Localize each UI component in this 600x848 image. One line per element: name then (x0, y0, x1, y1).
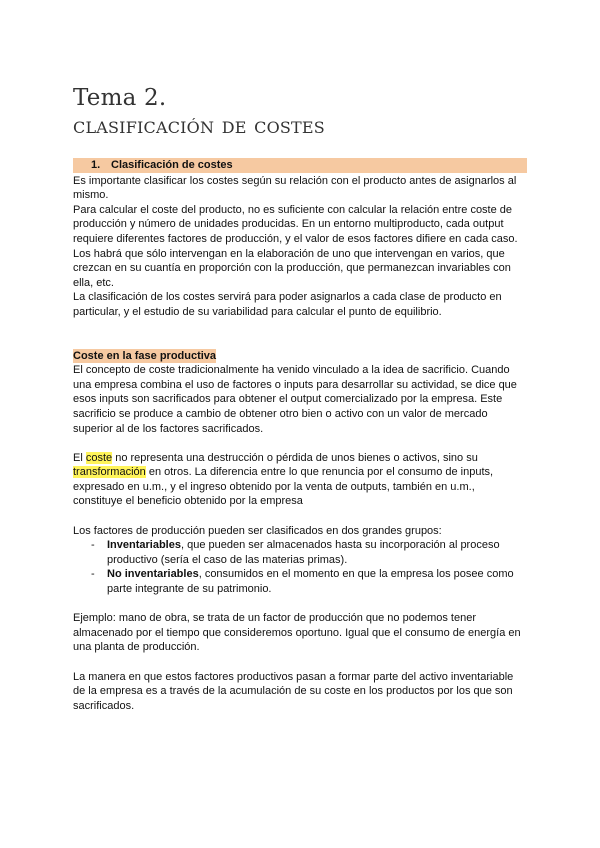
title-line-2: clasificación de costes (73, 113, 325, 139)
section-2-heading: Coste en la fase productiva (73, 349, 217, 362)
paragraph-example: Ejemplo: mano de obra, se trata de un factor de producción que no podemos tener almacenado por el tiempo que consideremos oportuno. Igual que el consumo de energía en una planta de producción. (73, 612, 521, 654)
paragraph: El concepto de coste tradicionalmente ha venido vinculado a la idea de sacrificio. Cuando una empresa combina el uso de factores o inputs para desarrollar su actividad, se dice que esos inputs son sacrificados para obtener el output comercializado por la empresa. Este sacrificio se produce a cambio de obtener otro bien o activo con un valor de mercado superior al de los factores sacrificados. (73, 364, 517, 435)
paragraph: Los factores de producción pueden ser clasificados en dos grandes grupos: (73, 524, 442, 537)
paragraph: Es importante clasificar los costes según su relación con el producto antes de asignarlos al mismo. (73, 174, 517, 202)
section-1-heading-text: Clasificación de costes (111, 159, 233, 171)
list-item: - No inventariables, consumidos en el momento en que la empresa los posee como parte integrante de su patrimonio. (73, 567, 527, 596)
factors-list (73, 538, 527, 596)
paragraph: La manera en que estos factores productivos pasan a formar parte del activo inventariable de la empresa es a través de la acumulación de su coste en los productos por los que son sacrificados. (73, 670, 514, 712)
highlight-transformacion: transformación (73, 466, 146, 479)
list-item: - Inventariables, que pueden ser almacenados hasta su incorporación al proceso productivo (sería el caso de las materias primas). (73, 538, 527, 567)
document-title (73, 84, 325, 140)
title-line-1: Tema 2. (73, 85, 167, 111)
highlight-coste: coste (85, 451, 113, 464)
paragraph: La clasificación de los costes servirá para poder asignarlos a cada clase de producto en particular, y el estudio de su variabilidad para calcular el punto de equilibrio. (73, 291, 502, 318)
paragraph-coste-transformacion: El coste no representa una destrucción o pérdida de unos bienes o activos, sino su transformación en otros. La diferencia entre lo que renuncia por el consumo de inputs, expresado en u.m., y el ingreso obtenido por la venta de outputs, también en u.m., constituye el beneficio obtenido por la empresa (73, 451, 494, 508)
document-body (73, 158, 527, 713)
section-1-number: 1. (91, 159, 101, 171)
section-1-heading (73, 158, 527, 173)
paragraph: Para calcular el coste del producto, no es suficiente con calcular la relación entre coste de producción y número de unidades producidas. En un entorno multiproducto, cada output requiere diferentes factores de producción, y el valor de esos factores difiere en cada caso. Los habrá que sólo intervengan en la elaboración de uno que intervengan en varios, que crezcan en su cuantía en proporción con la producción, que permanezcan invariables con ella, etc. (73, 203, 518, 289)
